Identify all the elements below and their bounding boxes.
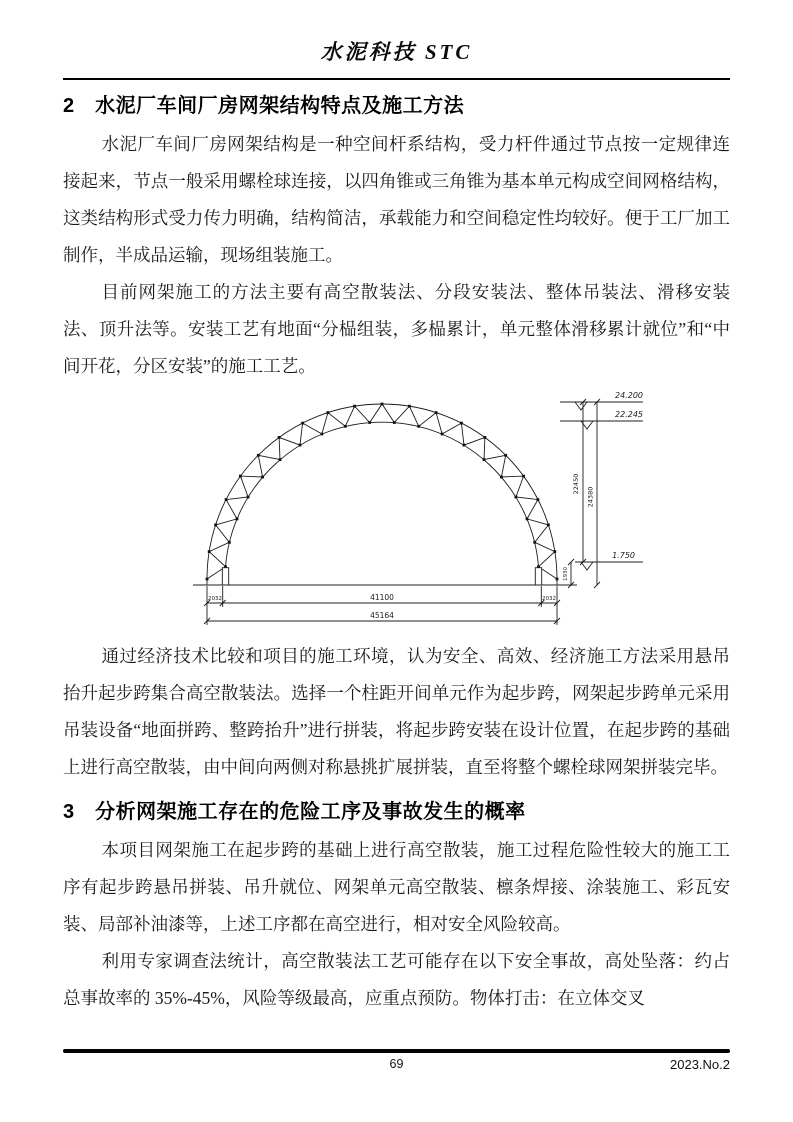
dim-span-total: 45164: [370, 611, 394, 620]
truss-arch-figure: [185, 381, 645, 636]
page-number: 69: [389, 1057, 404, 1071]
dim-elevation-top: 24.200: [615, 391, 643, 400]
dim-elevation-low: 1.750: [612, 551, 635, 560]
dim-elevation-mid: 22.245: [615, 410, 643, 419]
section-2-paragraph-2: 目前网架施工的方法主要有高空散装法、分段安装法、整体吊装法、滑移安装法、顶升法等。安装工艺有地面“分榀组装，多榀累计，单元整体滑移累计就位”和“中间开花，分区安装”的施工工艺。: [63, 282, 730, 376]
journal-title: 水泥科技 STC: [320, 40, 473, 64]
section-2-heading: 2 水泥厂车间厂房网架结构特点及施工方法: [63, 95, 465, 117]
section-2-paragraph-3: 通过经济技术比较和项目的施工环境，认为安全、高效、经济施工方法采用悬吊抬升起步跨集合高空散装法。选择一个柱距开间单元作为起步跨，网架起步跨单元采用吊装设备“地面拼跨、整跨抬升”进行拼装，将起步跨安装在设计位置，在起步跨的基础上进行高空散装，由中间向两侧对称悬挑扩展拼装，直至将整个螺栓球网架拼装完毕。: [63, 646, 730, 777]
dim-height-low: 1930: [563, 567, 569, 581]
section-3-heading: 3 分析网架施工存在的危险工序及事故发生的概率: [63, 801, 526, 823]
dim-span-left: 2032: [208, 596, 222, 602]
header-rule: [63, 78, 730, 80]
footer-rule: [63, 1049, 730, 1053]
section-2-paragraph-1: 水泥厂车间厂房网架结构是一种空间杆系结构，受力杆件通过节点按一定规律连接起来，节点一般采用螺栓球连接，以四角锥或三角锥为基本单元构成空间网格结构，这类结构形式受力传力明确，结构简洁，承载能力和空间稳定性均较好。便于工厂加工制作，半成品运输，现场组装施工。: [63, 134, 730, 265]
section-3-paragraph-1: 本项目网架施工在起步跨的基础上进行高空散装，施工过程危险性较大的施工工序有起步跨悬吊拼装、吊升就位、网架单元高空散装、檩条焊接、涂装施工、彩瓦安装、局部补油漆等，上述工序都在高空进行，相对安全风险较高。: [63, 840, 730, 934]
dim-height-total: 24380: [586, 486, 595, 508]
dim-span-right: 2032: [542, 596, 556, 602]
truss-linework: [193, 399, 643, 625]
dim-span-center: 41100: [370, 593, 394, 602]
section-3-paragraph-2: 利用专家调查法统计，高空散装法工艺可能存在以下安全事故，高处坠落：约占总事故率的 35%-45%，风险等级最高，应重点预防。物体打击：在立体交叉: [63, 951, 730, 1008]
dim-height-upper: 22450: [572, 473, 580, 495]
issue-number: 2023.No.2: [670, 1057, 730, 1072]
truss-arch-diagram: [185, 381, 645, 631]
